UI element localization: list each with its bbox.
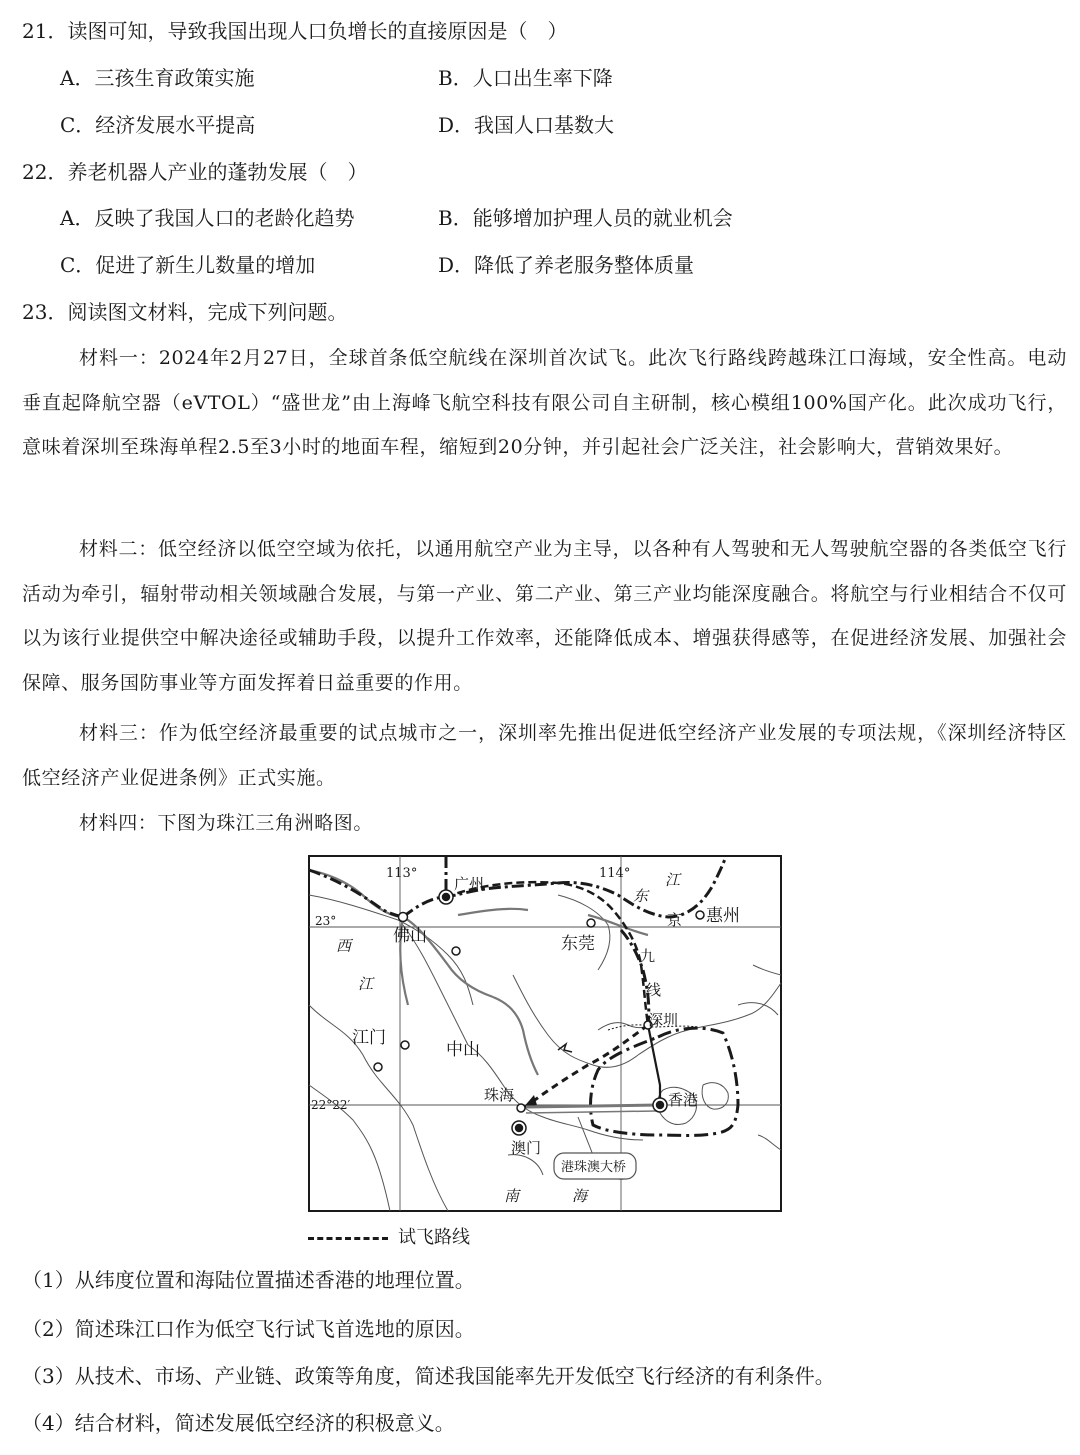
label-xijiang-1: 西	[336, 937, 352, 955]
city-node	[452, 947, 460, 955]
material-1: 材料一：2024年2月27日，全球首条低空航线在深圳首次试飞。此次飞行路线跨越珠江口海域，安全性高。电动垂直起降航空器（eVTOL）“盛世龙”由上海峰飞航空科技有限公司自主研制，核心模组100%国产化。此次成功飞行，意味着深圳至珠海单程2.5至3小时的地面车程，缩短到20分钟，并引起社会广泛关注，社会影响大，营销效果好。	[22, 347, 1067, 458]
label-dongjiang-1: 东	[633, 887, 649, 905]
pearl-river-delta-map	[308, 855, 782, 1212]
label-nanhai-2: 海	[572, 1187, 588, 1205]
label-xijiang-2: 江	[358, 975, 374, 993]
label-dongguan: 东莞	[561, 934, 595, 954]
city-jiangmen	[401, 1041, 409, 1049]
label-lon-114: 114°	[599, 866, 631, 881]
hzm-bridge-line	[526, 1105, 658, 1107]
label-railway-xian: 线	[646, 981, 662, 999]
label-lat-23: 23°	[315, 914, 337, 928]
q21-option-b: B．人口出生率下降	[438, 66, 613, 90]
label-foshan: 佛山	[393, 926, 427, 946]
label-shenzhen: 深圳	[648, 1011, 679, 1029]
label-lon-113: 113°	[386, 866, 418, 881]
q22-option-c: C．促进了新生儿数量的增加	[60, 253, 316, 277]
q21-option-c: C．经济发展水平提高	[60, 113, 256, 137]
q22-option-a: A．反映了我国人口的老龄化趋势	[60, 206, 355, 230]
city-foshan	[399, 913, 408, 922]
label-macau: 澳门	[511, 1139, 542, 1157]
question-23-stem: 23．阅读图文材料，完成下列问题。	[22, 300, 348, 324]
label-railway-jing: 京	[667, 911, 683, 929]
legend-dash-symbol	[308, 1237, 388, 1240]
material-2: 材料二：低空经济以低空空域为依托，以通用航空产业为主导，以各种有人驾驶和无人驾驶航空器的各类低空飞行活动为牵引，辐射带动相关领域融合发展，与第一产业、第二产业、第三产业均能深度融合。将航空与行业相结合不仅可以为该行业提供空中解决途径或辅助手段，以提升工作效率，还能降低成本、增强获得感等，在促进经济发展、加强社会保障、服务国防事业等方面发挥着日益重要的作用。	[22, 538, 1067, 694]
label-lat-2222: 22°22′	[311, 1098, 351, 1112]
legend-label: 试飞路线	[398, 1227, 470, 1248]
map-legend	[308, 1226, 470, 1250]
city-dongguan	[587, 919, 595, 927]
q22-option-d: D．降低了养老服务整体质量	[438, 253, 695, 277]
label-dongjiang-2: 江	[665, 871, 681, 889]
q21-option-a: A．三孩生育政策实施	[60, 66, 255, 90]
sub-question-4: （4）结合材料，简述发展低空经济的积极意义。	[22, 1411, 455, 1435]
sub-question-1: （1）从纬度位置和海陆位置描述香港的地理位置。	[22, 1268, 475, 1292]
label-guangzhou: 广州	[454, 875, 485, 893]
label-railway-jiu: 九	[640, 947, 656, 965]
question-21-stem: 21．读图可知，导致我国出现人口负增长的直接原因是（ ）	[22, 19, 568, 43]
label-nanhai-1: 南	[504, 1187, 520, 1205]
label-zhuhai: 珠海	[484, 1086, 515, 1104]
city-node-2	[374, 1063, 382, 1071]
city-zhuhai	[517, 1104, 525, 1112]
q22-option-b: B．能够增加护理人员的就业机会	[438, 206, 733, 230]
label-zhongshan: 中山	[446, 1040, 480, 1060]
city-huizhou	[696, 911, 704, 919]
label-bridge: 港珠澳大桥	[561, 1160, 627, 1175]
label-huizhou: 惠州	[706, 906, 740, 926]
label-hongkong: 香港	[668, 1091, 699, 1109]
material-3: 材料三：作为低空经济最重要的试点城市之一，深圳率先推出促进低空经济产业发展的专项法规，《深圳经济特区低空经济产业促进条例》正式实施。	[22, 722, 1067, 789]
q21-option-d: D．我国人口基数大	[438, 113, 615, 137]
sub-question-2: （2）简述珠江口作为低空飞行试飞首选地的原因。	[22, 1317, 475, 1341]
material-4: 材料四：下图为珠江三角洲略图。	[79, 812, 374, 834]
label-jiangmen: 江门	[352, 1028, 386, 1048]
question-22-stem: 22．养老机器人产业的蓬勃发展（ ）	[22, 160, 368, 184]
sub-question-3: （3）从技术、市场、产业链、政策等角度，简述我国能率先开发低空飞行经济的有利条件。	[22, 1364, 835, 1388]
